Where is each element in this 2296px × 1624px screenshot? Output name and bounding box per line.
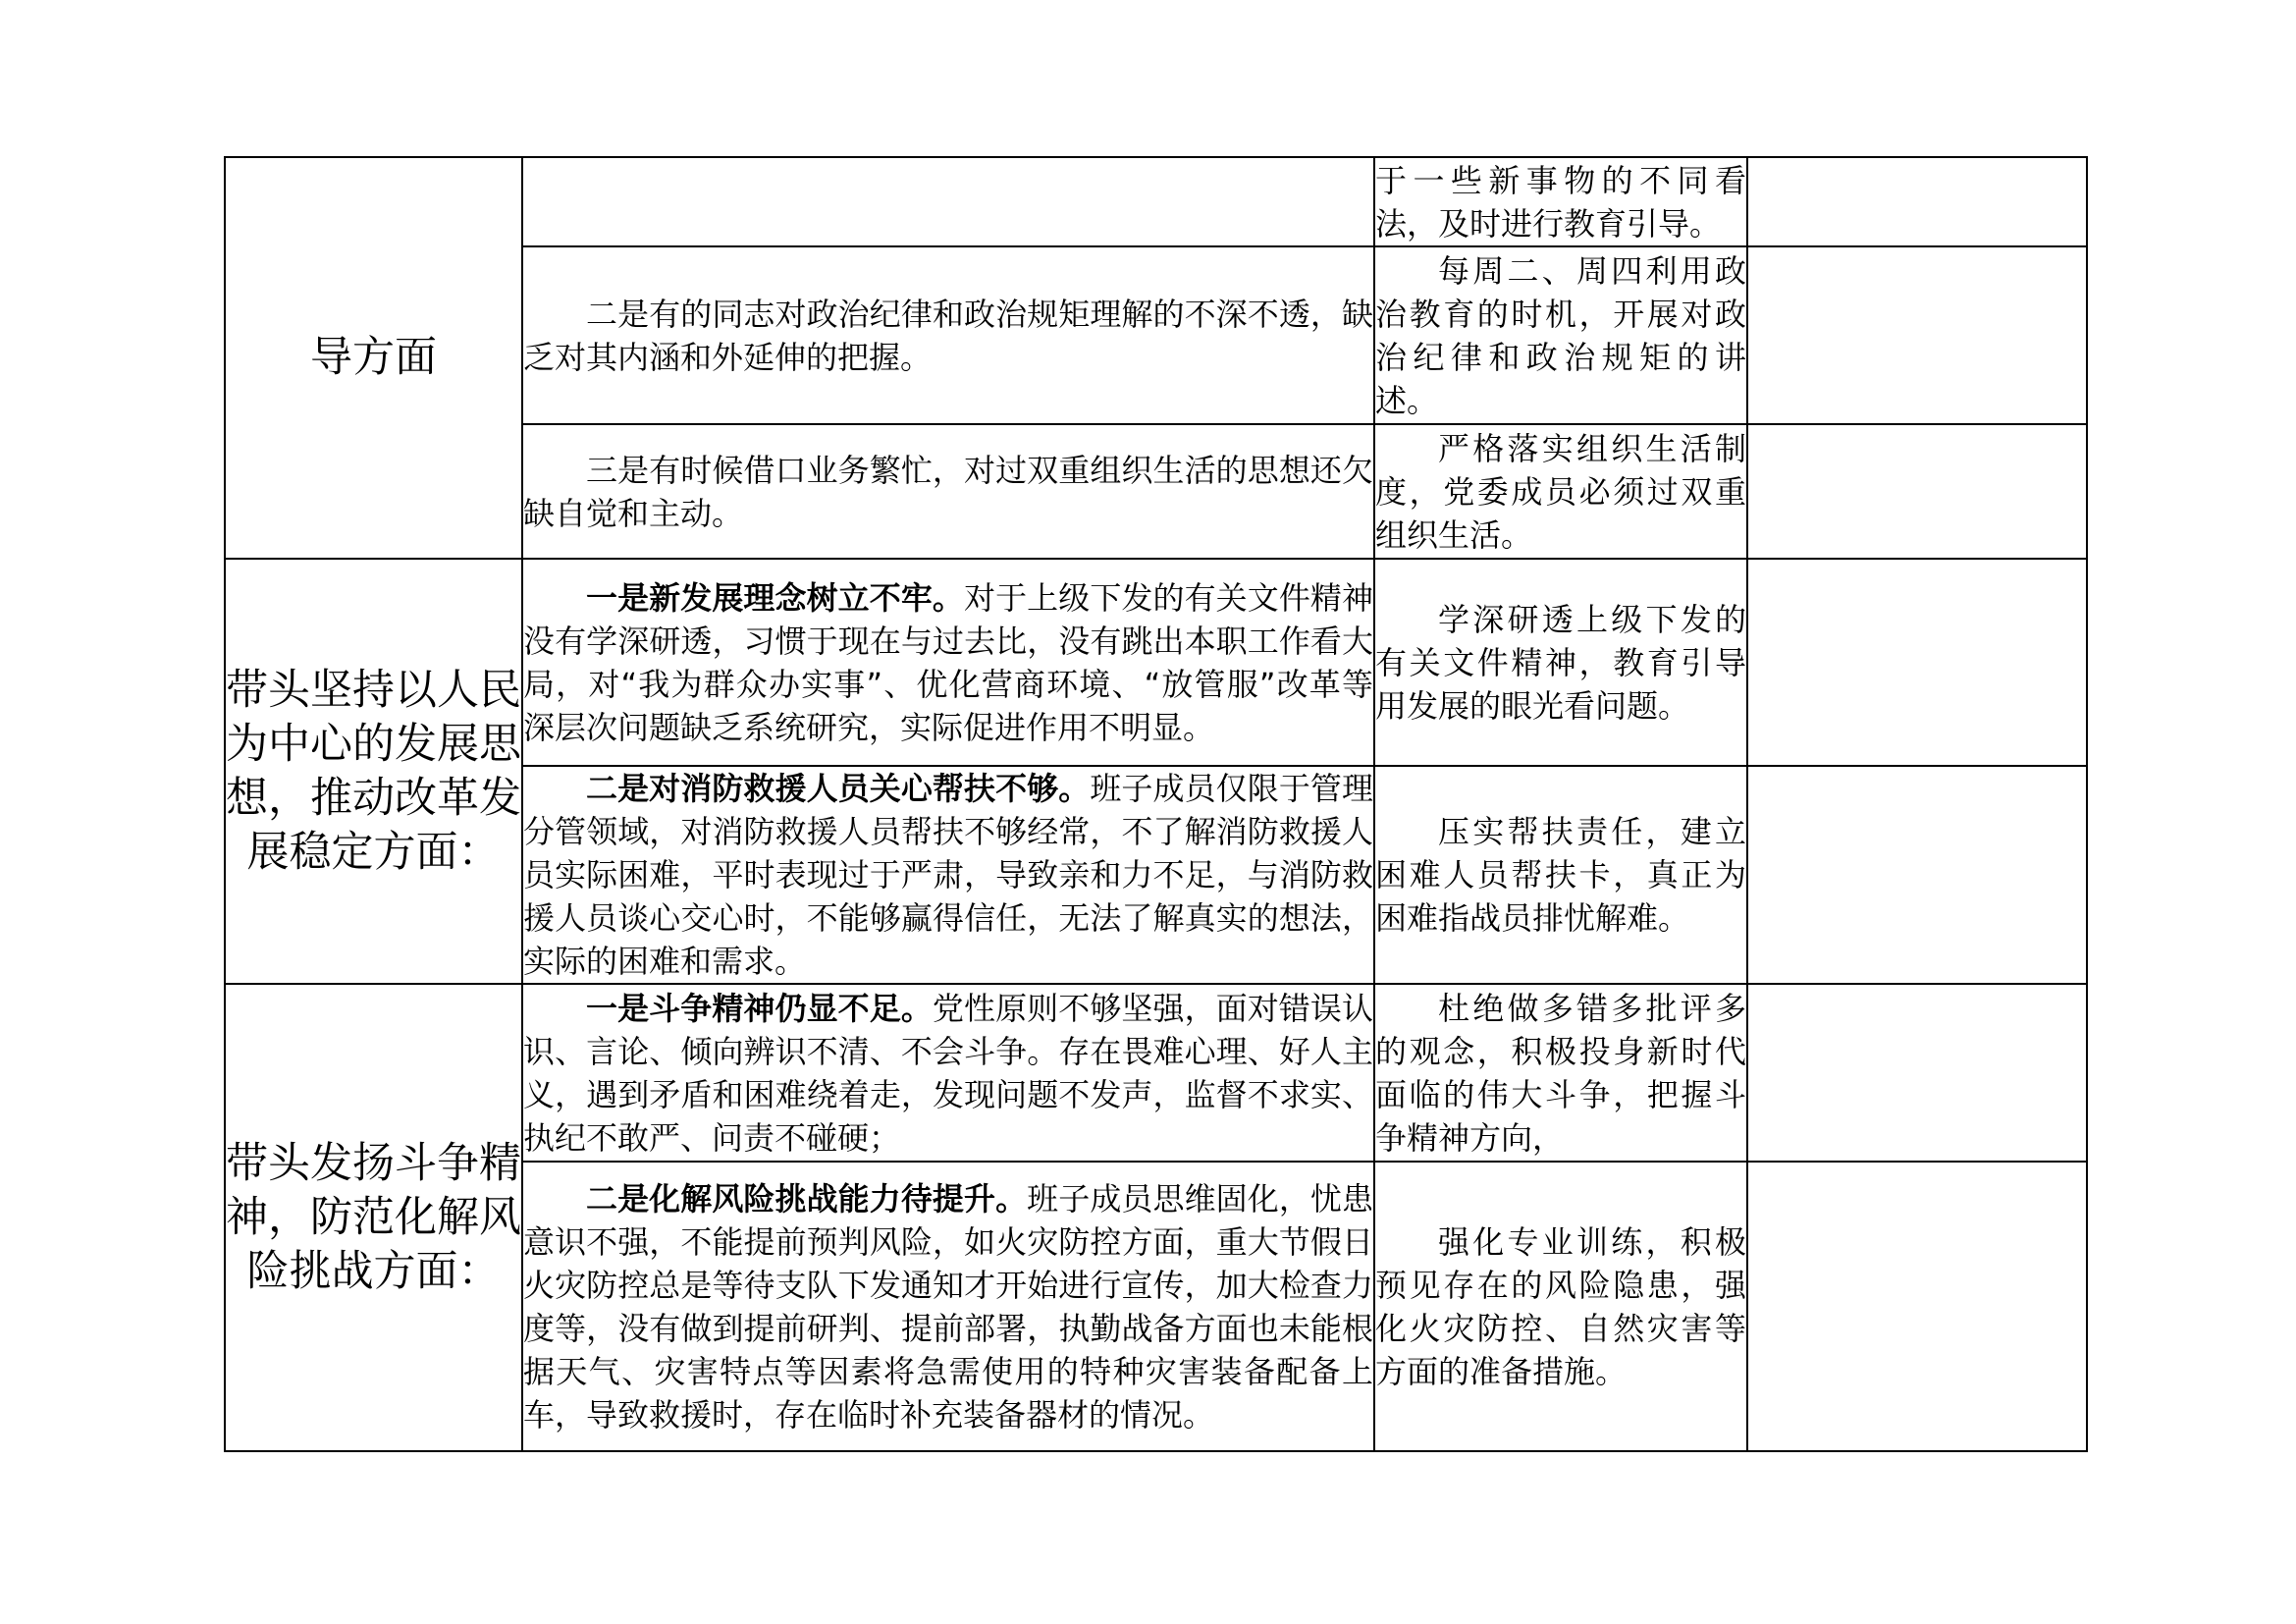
issue-cell: [522, 559, 1374, 766]
measure-cell: [1374, 766, 1747, 984]
issue-text: 对于上级下发的有关文件精神没有学深研透，习惯于现在与过去比，没有跳出本职工作看大局，对“我为群众办实事”、优化营商环境、“放管服”改革等深层次问题缺乏系统研究，实际促进作用不明显。: [523, 578, 1373, 746]
measure-cell: [1374, 559, 1747, 766]
table-row: [225, 157, 2087, 246]
measure-text: 强化专业训练，积极预见存在的风险隐患，强化火灾防控、自然灾害等方面的准备措施。: [1375, 1222, 1746, 1390]
category-cell: [225, 559, 522, 984]
issue-lead: 一是新发展理念树立不牢。: [586, 578, 964, 617]
note-cell: [1747, 984, 2087, 1162]
issue-cell: [522, 246, 1374, 424]
note-cell: [1747, 1162, 2087, 1451]
measure-cell: [1374, 984, 1747, 1162]
note-cell: [1747, 157, 2087, 246]
issue-cell: [522, 1162, 1374, 1451]
measure-cell: [1374, 157, 1747, 246]
issue-text: 党性原则不够坚强，面对错误认识、言论、倾向辨识不清、不会斗争。存在畏难心理、好人主义，遇到矛盾和困难绕着走，发现问题不发声，监督不求实、执纪不敢严、问责不碰硬；: [523, 989, 1373, 1157]
issue-text: 三是有时候借口业务繁忙，对过双重组织生活的思想还欠缺自觉和主动。: [523, 451, 1373, 532]
measure-text: 学深研透上级下发的有关文件精神，教育引导用发展的眼光看问题。: [1375, 600, 1746, 725]
category-label: 带头发扬斗争精神，防范化解风险挑战方面：: [226, 1138, 521, 1296]
issue-lead: 二是化解风险挑战能力待提升。: [586, 1179, 1028, 1218]
issue-cell: [522, 766, 1374, 984]
note-cell: [1747, 246, 2087, 424]
issue-text: 二是有的同志对政治纪律和政治规矩理解的不深不透，缺乏对其内涵和外延伸的把握。: [523, 295, 1373, 376]
issue-lead: 二是对消防救援人员关心帮扶不够。: [586, 770, 1091, 807]
note-cell: [1747, 424, 2087, 559]
measure-text: 杜绝做多错多批评多的观念，积极投身新时代面临的伟大斗争，把握斗争精神方向，: [1375, 989, 1746, 1157]
measure-text: 于一些新事物的不同看法，及时进行教育引导。: [1375, 161, 1746, 243]
issue-lead: 一是斗争精神仍显不足。: [586, 989, 933, 1027]
issue-text: 班子成员仅限于管理分管领域，对消防救援人员帮扶不够经常，不了解消防救援人员实际困难，平时表现过于严肃，导致亲和力不足，与消防救援人员谈心交心时，不能够赢得信任，无法了解真实的想法，实际的困难和需求。: [523, 770, 1373, 980]
measure-text: 严格落实组织生活制度，党委成员必须过双重组织生活。: [1375, 429, 1746, 554]
issue-cell: [522, 157, 1374, 246]
note-cell: [1747, 766, 2087, 984]
table-row: [225, 984, 2087, 1162]
measure-text: 每周二、周四利用政治教育的时机，开展对政治纪律和政治规矩的讲述。: [1375, 251, 1746, 419]
measure-cell: [1374, 246, 1747, 424]
category-label: 导方面: [310, 333, 437, 382]
category-cell: [225, 157, 522, 559]
measure-cell: [1374, 424, 1747, 559]
measure-text: 压实帮扶责任，建立困难人员帮扶卡，真正为困难指战员排忧解难。: [1375, 813, 1746, 937]
category-label: 带头坚持以人民为中心的发展思想，推动改革发展稳定方面：: [226, 665, 521, 877]
issue-text: 班子成员思维固化，忧患意识不强，不能提前预判风险，如火灾防控方面，重大节假日火灾防控总是等待支队下发通知才开始进行宣传，加大检查力度等，没有做到提前研判、提前部署，执勤战备方面也未能根据天气、灾害特点等因素将急需使用的特种灾害装备配备上车，导致救援时，存在临时补充装备器材的情况。: [523, 1179, 1373, 1434]
note-cell: [1747, 559, 2087, 766]
issue-cell: [522, 984, 1374, 1162]
assessment-table: [224, 156, 2088, 1452]
issue-cell: [522, 424, 1374, 559]
table-row: [225, 559, 2087, 766]
measure-cell: [1374, 1162, 1747, 1451]
category-cell: [225, 984, 522, 1451]
